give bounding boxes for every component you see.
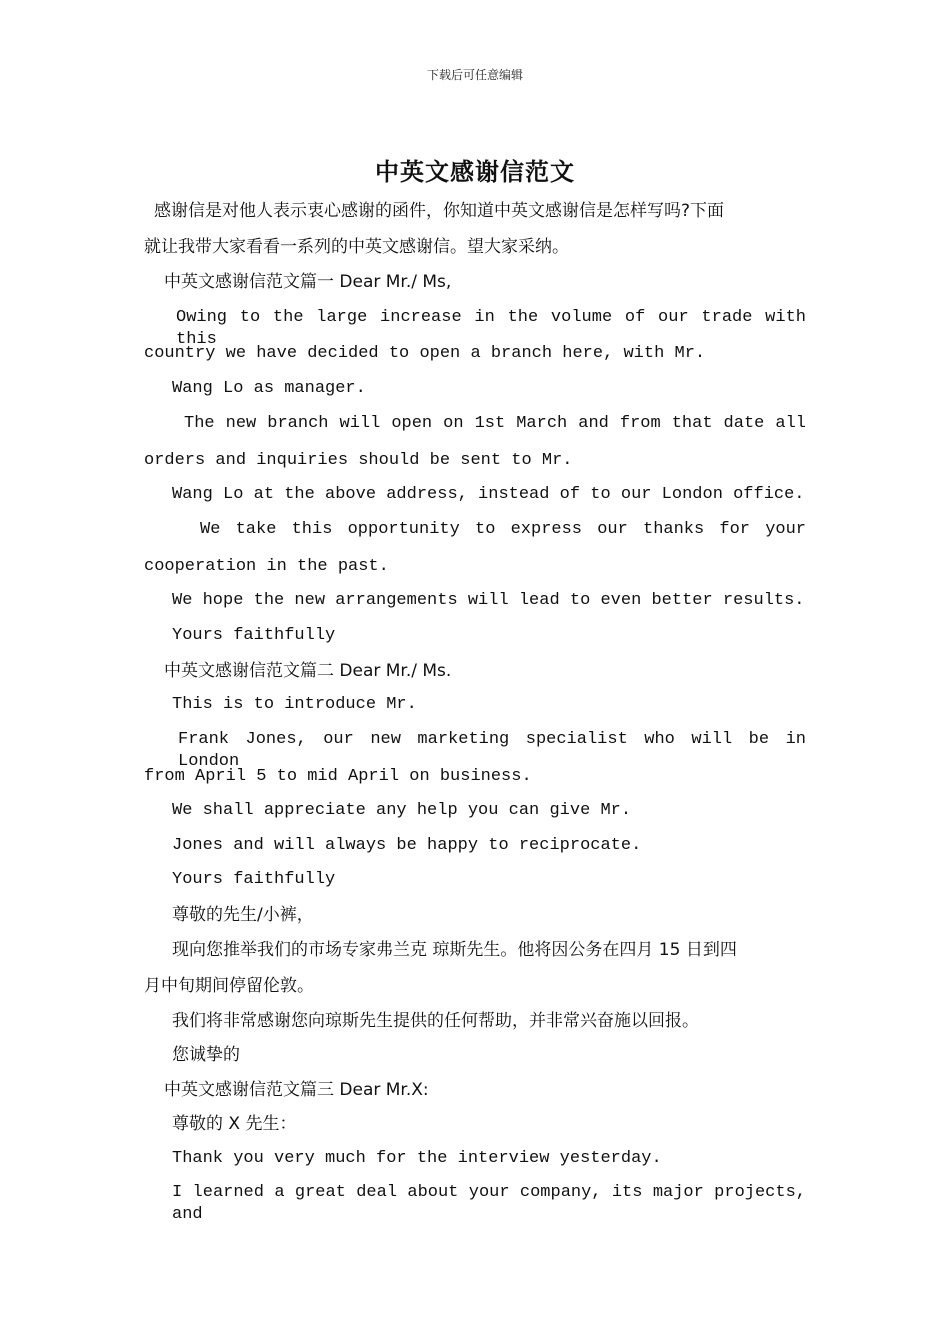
document-title: 中英文感谢信范文	[375, 158, 575, 186]
paragraph-line: The new branch will open on 1st March and from that date all	[184, 414, 806, 433]
paragraph-line: Frank Jones, our new marketing specialist who will be in London	[178, 730, 806, 771]
paragraph-line: I learned a great deal about your company, its major projects, and	[172, 1183, 806, 1224]
paragraph-line: We take this opportunity to express our thanks for your	[200, 520, 806, 539]
paragraph-line: 月中旬期间停留伦敦。	[144, 976, 314, 996]
paragraph-line: This is to introduce Mr.	[172, 695, 417, 714]
section-heading-2: 中英文感谢信范文篇二 Dear Mr./ Ms.	[164, 661, 452, 681]
closing-line: Yours faithfully	[172, 626, 336, 645]
paragraph-line: We shall appreciate any help you can give Mr.	[172, 801, 632, 820]
closing-line: Yours faithfully	[172, 870, 336, 889]
paragraph-line: 就让我带大家看看一系列的中英文感谢信。望大家采纳。	[144, 237, 569, 257]
paragraph-line: orders and inquiries should be sent to Mr.	[144, 451, 573, 470]
paragraph-line: Owing to the large increase in the volume of our trade with this	[176, 308, 806, 349]
paragraph-line: Jones and will always be happy to reciprocate.	[172, 836, 642, 855]
paragraph-line: from April 5 to mid April on business.	[144, 767, 532, 786]
paragraph-line: We hope the new arrangements will lead to even better results.	[172, 591, 805, 610]
section-heading-1: 中英文感谢信范文篇一 Dear Mr./ Ms,	[164, 272, 452, 292]
paragraph-line: 我们将非常感谢您向琼斯先生提供的任何帮助，并非常兴奋施以回报。	[172, 1011, 699, 1031]
paragraph-line: Thank you very much for the interview yesterday.	[172, 1149, 662, 1168]
paragraph-line: 现向您推举我们的市场专家弗兰克 琼斯先生。他将因公务在四月 15 日到四	[172, 940, 737, 960]
page-header: 下载后可任意编辑	[426, 68, 523, 82]
paragraph-line: Wang Lo at the above address, instead of to our London office.	[172, 485, 805, 504]
paragraph-line: country we have decided to open a branch here, with Mr.	[144, 344, 706, 363]
paragraph-line: 尊敬的 X 先生：	[172, 1114, 297, 1134]
section-heading-3: 中英文感谢信范文篇三 Dear Mr.X:	[164, 1080, 429, 1100]
paragraph-line: 感谢信是对他人表示衷心感谢的函件，你知道中英文感谢信是怎样写吗?下面	[154, 201, 725, 221]
paragraph-line: 尊敬的先生/小裤，	[172, 905, 314, 925]
paragraph-line: cooperation in the past.	[144, 557, 389, 576]
paragraph-line: Wang Lo as manager.	[172, 379, 366, 398]
closing-line: 您诚挚的	[172, 1045, 240, 1065]
